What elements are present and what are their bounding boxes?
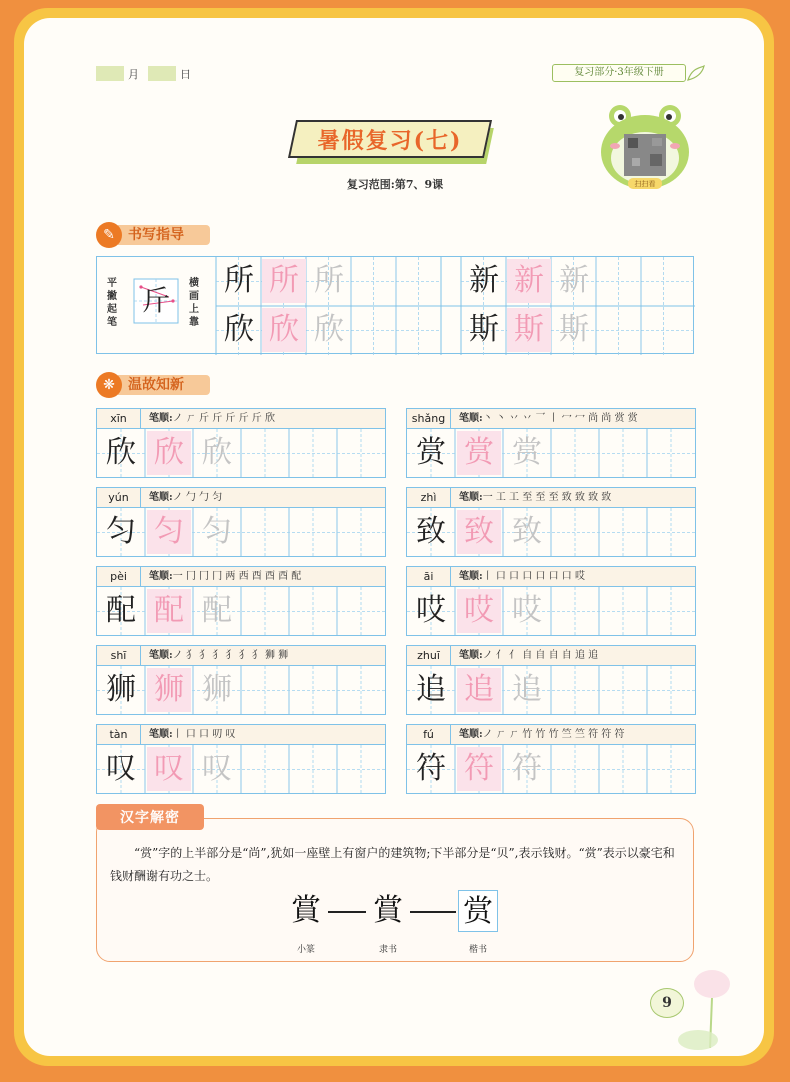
seal-script-label: 小篆 — [296, 945, 315, 955]
regular-script-char: 赏 — [458, 890, 498, 932]
char-card — [96, 566, 386, 636]
guide-char-dark: 欣 — [224, 312, 254, 347]
practice-char-trace: 欣 — [147, 431, 191, 475]
regular-script-label: 楷书 — [468, 945, 487, 955]
explanation-tag: 汉字解密 — [96, 804, 204, 830]
leaf-icon — [686, 64, 706, 82]
day-label: 日 — [180, 68, 191, 81]
guide-right-note: 横画上靠 — [189, 278, 199, 328]
guide-sample-char: 斤 — [141, 284, 170, 317]
guide-char-trace: 新 — [507, 259, 551, 303]
practice-char-trace: 配 — [147, 589, 191, 633]
page-title: 暑假复习(七) — [292, 120, 497, 164]
stroke-order: 笔顺:ノ ㄏ ㄏ 竹 竹 竹 竺 竺 符 符 符 — [459, 729, 625, 740]
pinyin: āi — [407, 567, 451, 586]
practice-char-dark: 配 — [106, 593, 136, 628]
lotus-decoration — [676, 958, 746, 1054]
seal-script-char: 賞 — [291, 893, 321, 928]
stroke-order: 笔顺:一 工 工 至 至 至 致 致 致 致 — [459, 492, 612, 503]
breadcrumb: 复习部分·3年级下册 — [552, 64, 686, 82]
pinyin: pèi — [97, 567, 141, 586]
practice-char-outline: 符 — [512, 751, 542, 786]
pinyin: shī — [97, 646, 141, 665]
pinyin: tàn — [97, 725, 141, 744]
practice-char-dark: 狮 — [106, 672, 136, 707]
explanation-text: “赏”字的上半部分是“尚”,犹如一座壁上有窗户的建筑物;下半部分是“贝”,表示钱财。“赏”表示以豪宅和钱财酬谢有功之士。 — [110, 846, 675, 883]
practice-char-dark: 致 — [416, 514, 446, 549]
writing-guide-box — [96, 256, 694, 354]
month-box — [96, 66, 124, 81]
guide-char-dark: 斯 — [469, 312, 499, 347]
guide-char-outline: 欣 — [314, 312, 344, 347]
stroke-order: 笔顺:ノ 犭 犭 犭 犭 犭 犭 狮 狮 — [149, 650, 289, 661]
reader-icon: ❋ — [96, 372, 122, 398]
practice-char-outline: 狮 — [202, 672, 232, 707]
practice-char-dark: 匀 — [106, 514, 136, 549]
practice-char-trace: 致 — [457, 510, 501, 554]
practice-char-outline: 欣 — [202, 435, 232, 470]
practice-char-trace: 符 — [457, 747, 501, 791]
page-number: 9 — [650, 988, 684, 1018]
guide-char-outline: 斯 — [559, 312, 589, 347]
char-card — [406, 566, 696, 636]
practice-char-dark: 欣 — [106, 435, 136, 470]
review-range: 复习范围:第7、9课 — [346, 178, 444, 191]
guide-grid — [97, 257, 695, 355]
guide-char-dark: 新 — [469, 263, 499, 298]
practice-char-outline: 匀 — [202, 514, 232, 549]
stroke-order: 笔顺:ノ 亻 亻 自 自 自 自 追 追 — [459, 650, 599, 661]
stroke-order: 笔顺:丶 丶 丷 丷 乛 丨 冖 冖 尚 尚 赏 赏 — [459, 413, 638, 424]
day-box — [148, 66, 176, 81]
practice-char-outline: 哎 — [512, 593, 542, 628]
char-card — [406, 724, 696, 794]
pinyin: yún — [97, 488, 141, 507]
practice-char-trace: 哎 — [457, 589, 501, 633]
practice-char-outline: 致 — [512, 514, 542, 549]
char-card — [96, 724, 386, 794]
guide-char-trace: 斯 — [507, 308, 551, 352]
stroke-order: 笔顺:ノ 勹 勹 匀 — [149, 492, 223, 503]
pinyin: shǎng — [407, 409, 451, 428]
stroke-order: 笔顺:ノ ㄏ 斤 斤 斤 斤 斤 欣 — [149, 413, 275, 424]
evolution-arrow — [410, 911, 456, 913]
pinyin: xīn — [97, 409, 141, 428]
guide-char-trace: 欣 — [262, 308, 306, 352]
frog-qr-mascot[interactable] — [600, 104, 690, 190]
writer-icon: ✎ — [96, 222, 122, 248]
practice-char-trace: 匀 — [147, 510, 191, 554]
practice-char-outline: 叹 — [202, 751, 232, 786]
clerical-script-label: 隶书 — [378, 945, 397, 955]
practice-char-dark: 符 — [416, 751, 446, 786]
guide-left-note: 平撇起笔 — [107, 278, 117, 328]
char-card — [96, 408, 386, 478]
char-card — [406, 645, 696, 715]
pinyin: zhuī — [407, 646, 451, 665]
char-card — [406, 408, 696, 478]
practice-char-dark: 叹 — [106, 751, 136, 786]
guide-char-outline: 新 — [559, 263, 589, 298]
guide-char-dark: 所 — [224, 263, 254, 298]
evolution-arrow — [328, 911, 366, 913]
practice-char-dark: 哎 — [416, 593, 446, 628]
char-card — [96, 487, 386, 557]
practice-char-trace: 追 — [457, 668, 501, 712]
practice-char-dark: 赏 — [416, 435, 446, 470]
stroke-order: 笔顺:一 冂 冂 冂 两 西 酉 酉 酉 配 — [149, 571, 302, 582]
practice-char-dark: 追 — [416, 672, 446, 707]
qr-badge: 扫扫看 — [634, 180, 656, 188]
clerical-script-char: 賞 — [373, 893, 403, 928]
guide-char-outline: 所 — [314, 263, 344, 298]
stroke-order: 笔顺:丨 口 口 叨 叹 — [149, 729, 236, 740]
guide-char-trace: 所 — [262, 259, 306, 303]
section-review: 温故知新 ❋ — [96, 372, 216, 398]
char-card — [406, 487, 696, 557]
section-writing-guide: 书写指导 ✎ — [96, 222, 216, 248]
practice-char-outline: 追 — [512, 672, 542, 707]
practice-char-trace: 叹 — [147, 747, 191, 791]
practice-char-outline: 配 — [202, 593, 232, 628]
pinyin: fú — [407, 725, 451, 744]
stroke-order: 笔顺:丨 口 口 口 口 口 口 哎 — [459, 571, 585, 582]
pinyin: zhì — [407, 488, 451, 507]
char-card — [96, 645, 386, 715]
practice-char-trace: 狮 — [147, 668, 191, 712]
practice-char-outline: 赏 — [512, 435, 542, 470]
month-label: 月 — [128, 68, 139, 81]
practice-char-trace: 赏 — [457, 431, 501, 475]
